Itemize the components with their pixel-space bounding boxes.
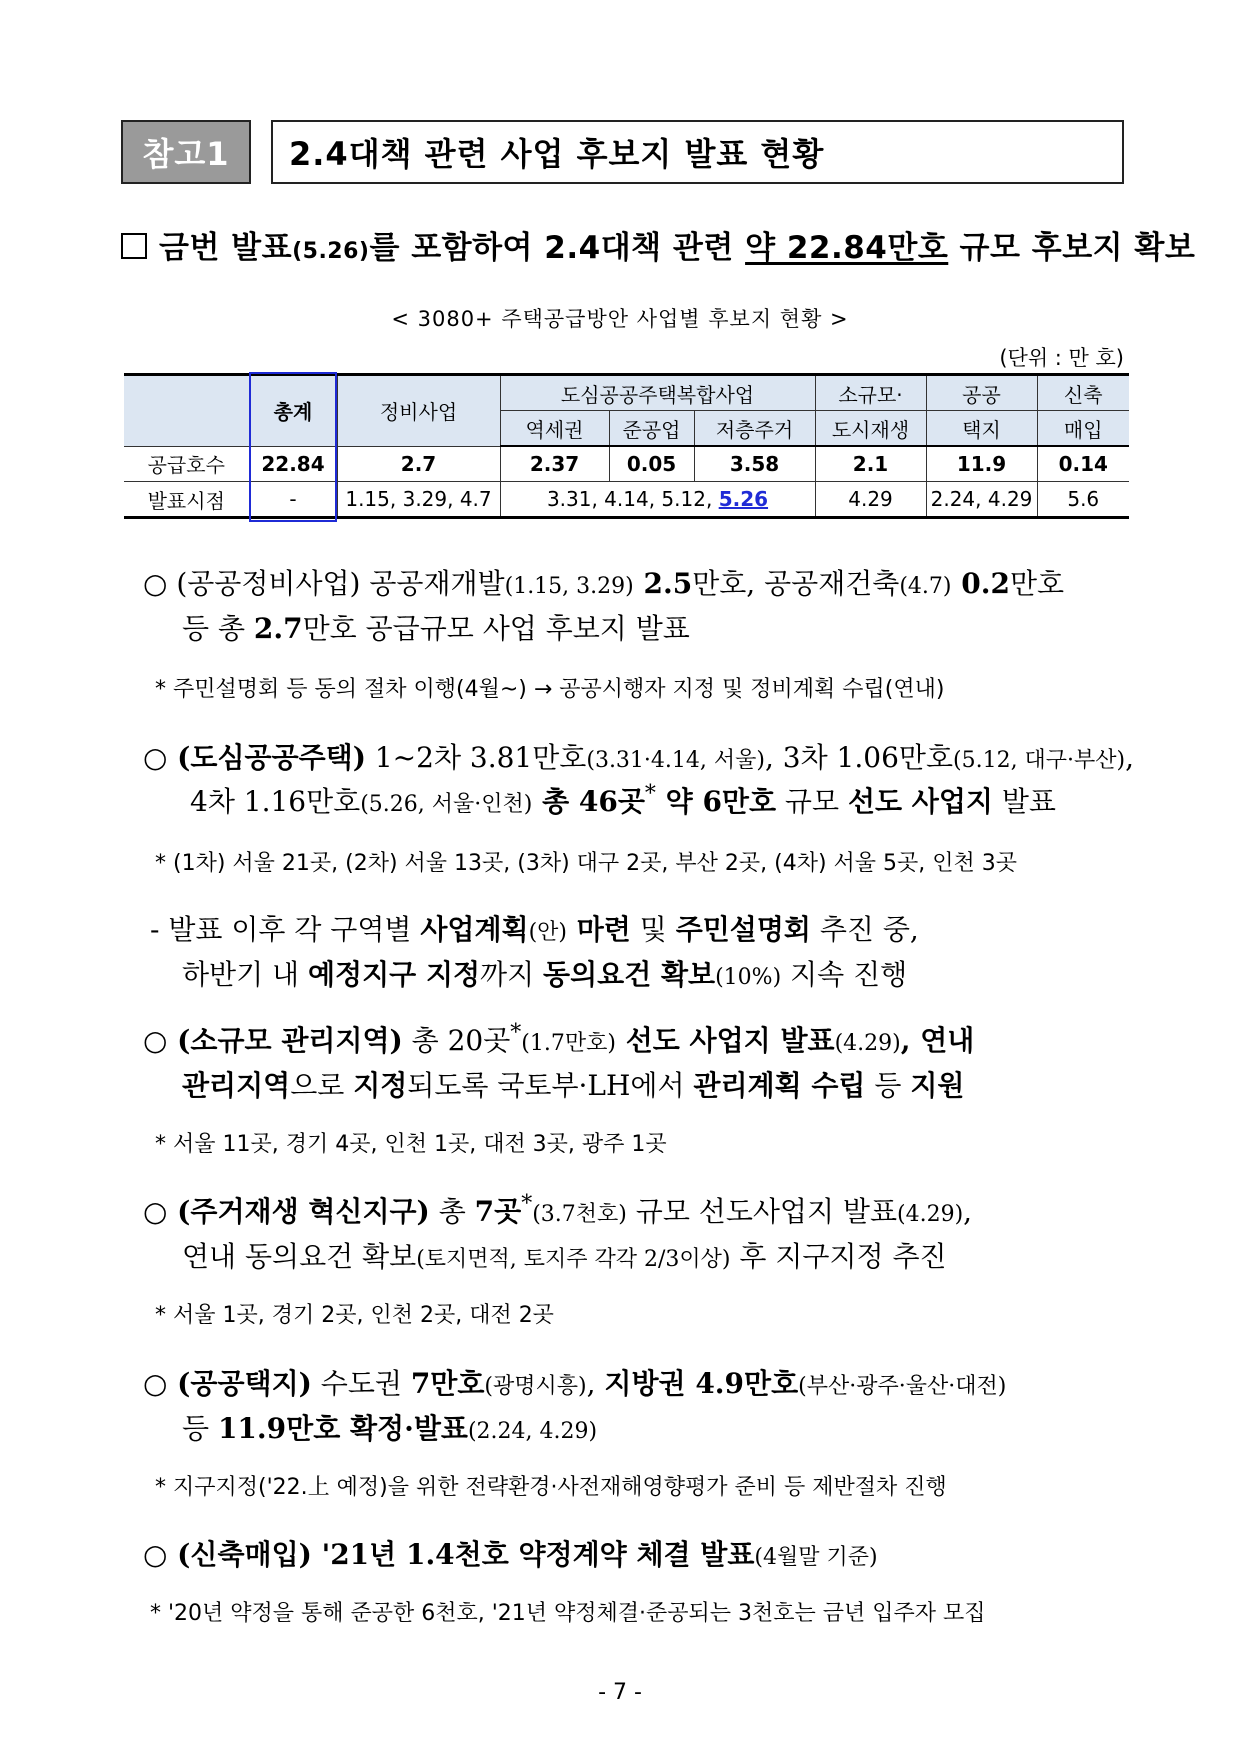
text: 7곳 bbox=[474, 1195, 522, 1228]
table-header-row bbox=[124, 375, 1129, 411]
text: 까지 bbox=[480, 958, 544, 991]
text: 및 bbox=[630, 913, 676, 946]
text: (4월말 기준) bbox=[754, 1545, 878, 1570]
row-label-date: 발표시점 bbox=[124, 482, 249, 518]
text: 4차 1.16만호 bbox=[190, 785, 361, 818]
text: 지속 진행 bbox=[781, 958, 908, 991]
note-small-area: * 서울 11곳, 경기 4곳, 인천 1곳, 대전 3곳, 광주 1곳 bbox=[155, 1132, 667, 1157]
note-new-purchase: * '20년 약정을 통해 준공한 6천호, '21년 약정체결·준공되는 3천호는 금년 입주자 모집 bbox=[150, 1601, 986, 1626]
text: (광명시흥) bbox=[484, 1374, 587, 1399]
date-small: 4.29 bbox=[815, 482, 926, 518]
text: ○ (공공택지) bbox=[143, 1367, 312, 1400]
header-new-line1: 신축 bbox=[1037, 375, 1129, 411]
note-renewal: * 서울 1곳, 경기 2곳, 인천 2곳, 대전 2곳 bbox=[155, 1303, 554, 1328]
text: (10%) bbox=[715, 965, 782, 990]
section-public-redevelopment-line1 bbox=[143, 562, 1064, 602]
supply-station: 2.37 bbox=[500, 446, 609, 482]
text: 0.2 bbox=[951, 567, 1010, 600]
header-station: 역세권 bbox=[500, 411, 609, 447]
section-urban-housing-line2 bbox=[190, 780, 1056, 820]
text: 2.7 bbox=[253, 612, 303, 645]
table-row bbox=[124, 446, 1129, 482]
headline-date: (5.26) bbox=[292, 239, 370, 264]
header-new-line2: 매입 bbox=[1037, 411, 1129, 447]
text: 규모 선도사업지 발표 bbox=[626, 1195, 898, 1228]
text: 7만호 bbox=[410, 1367, 485, 1400]
reference-label: 참고1 bbox=[121, 120, 251, 184]
text: 약정계약 체결 발표 bbox=[508, 1538, 755, 1571]
section-public-land-line2 bbox=[182, 1407, 597, 1447]
supply-redevelopment: 2.7 bbox=[337, 446, 500, 482]
text: 등 총 bbox=[182, 612, 254, 645]
checkbox-icon bbox=[121, 233, 147, 259]
note-public-land: * 지구지정('22.上 예정)을 위한 전략환경·사전재해영향평가 준비 등 제반절차 진행 bbox=[155, 1475, 947, 1500]
note-redevelopment: * 주민설명회 등 동의 절차 이행(4월~) → 공공시행자 지정 및 정비계획 수립(연내) bbox=[155, 677, 945, 702]
text: 예정지구 지정 bbox=[308, 958, 481, 991]
text: 수도권 bbox=[311, 1367, 411, 1400]
section-public-land-line1 bbox=[143, 1362, 1006, 1402]
text: 발표 bbox=[992, 785, 1056, 818]
text: , bbox=[963, 1195, 973, 1228]
text: 지정 bbox=[353, 1069, 408, 1102]
text: (3.7천호) bbox=[532, 1202, 627, 1227]
text: , bbox=[586, 1367, 605, 1400]
text: (부산·광주·울산·대전) bbox=[798, 1374, 1007, 1399]
date-new-purchase: 5.6 bbox=[1037, 482, 1129, 518]
supply-lowrise: 3.58 bbox=[694, 446, 815, 482]
supply-new-purchase: 0.14 bbox=[1037, 446, 1129, 482]
date-public-land: 2.24, 4.29 bbox=[926, 482, 1037, 518]
text: 4.9만호 bbox=[685, 1367, 799, 1400]
date-total: - bbox=[249, 482, 337, 518]
supply-total: 22.84 bbox=[249, 446, 337, 482]
headline bbox=[121, 222, 1196, 267]
page-title: 2.4대책 관련 사업 후보지 발표 현황 bbox=[271, 120, 1124, 184]
text: 되도록 국토부·LH에서 bbox=[407, 1069, 694, 1102]
text: (5.26, 서울·인천) bbox=[360, 792, 533, 817]
header-empty-cell bbox=[124, 375, 249, 447]
text: 하반기 내 bbox=[182, 958, 308, 991]
header-small-line1: 소규모· bbox=[815, 375, 926, 411]
date-urban bbox=[500, 482, 815, 518]
text: , 연내 bbox=[900, 1024, 975, 1057]
text: (1.7만호) bbox=[521, 1031, 616, 1056]
table-unit: (단위 : 만 호) bbox=[999, 346, 1124, 370]
text: (토지면적, 토지주 각각 2/3이상) bbox=[416, 1247, 731, 1272]
text: 등 bbox=[182, 1412, 218, 1445]
text: , bbox=[1125, 741, 1135, 774]
text: ○ (신축매입) bbox=[143, 1538, 312, 1571]
text: 총 46곳 bbox=[532, 785, 645, 818]
text: 으로 bbox=[290, 1069, 354, 1102]
date-urban-latest: 5.26 bbox=[718, 487, 769, 511]
text: 사업계획 bbox=[420, 913, 529, 946]
text: * bbox=[521, 1191, 533, 1217]
text: 주민설명회 bbox=[675, 913, 811, 946]
text: * bbox=[644, 781, 656, 807]
section-urban-housing-line1 bbox=[143, 736, 1134, 776]
header-total: 총계 bbox=[249, 375, 337, 447]
row-label-supply: 공급호수 bbox=[124, 446, 249, 482]
supply-table bbox=[124, 373, 1129, 519]
section-renewal-line2 bbox=[182, 1235, 947, 1275]
note-urban-housing: * (1차) 서울 21곳, (2차) 서울 13곳, (3차) 대구 2곳, 부산 2곳, (4차) 서울 5곳, 인천 3곳 bbox=[155, 851, 1018, 876]
text: , 3차 1.06만호 bbox=[764, 741, 953, 774]
text: 연내 동의요건 확보 bbox=[182, 1240, 417, 1273]
headline-emphasis: 약 22.84만호 bbox=[745, 230, 949, 266]
text: 2.5 bbox=[633, 567, 693, 600]
text: (2.24, 4.29) bbox=[467, 1419, 598, 1444]
text: (4.29) bbox=[897, 1202, 964, 1227]
text: 만호, 공공재건축 bbox=[692, 567, 900, 600]
supply-small: 2.1 bbox=[815, 446, 926, 482]
text: '21년 1.4천호 bbox=[311, 1538, 509, 1571]
text: 1~2차 3.81만호 bbox=[365, 741, 587, 774]
header-industrial: 준공업 bbox=[609, 411, 694, 447]
text: ○ (공공정비사업) 공공재개발 bbox=[143, 567, 505, 600]
text: ○ (소규모 관리지역) bbox=[143, 1024, 403, 1057]
text: 규모 bbox=[776, 785, 848, 818]
section-renewal-line1 bbox=[143, 1190, 972, 1230]
section-new-purchase-line1 bbox=[143, 1533, 878, 1573]
text: 선도 사업지 발표 bbox=[615, 1024, 835, 1057]
headline-prefix: 금번 발표 bbox=[159, 230, 293, 266]
text: 지방권 bbox=[604, 1367, 686, 1400]
header-urban-group: 도심공공주택복합사업 bbox=[500, 375, 815, 411]
section-small-area-line2 bbox=[182, 1064, 964, 1104]
text: 등 bbox=[865, 1069, 911, 1102]
header-small-line2: 도시재생 bbox=[815, 411, 926, 447]
text: 만호 공급규모 사업 후보지 발표 bbox=[302, 612, 690, 645]
table-row bbox=[124, 482, 1129, 518]
text: 총 bbox=[429, 1195, 475, 1228]
date-urban-list: 3.31, 4.14, 5.12, bbox=[546, 487, 719, 511]
section-followup-line2 bbox=[182, 953, 907, 993]
table-caption: < 3080+ 주택공급방안 사업별 후보지 현황 > bbox=[391, 307, 849, 331]
header-public-line1: 공공 bbox=[926, 375, 1037, 411]
section-public-redevelopment-line2 bbox=[182, 607, 690, 647]
section-small-area-line1 bbox=[143, 1019, 974, 1059]
text: 약 6만호 bbox=[655, 785, 777, 818]
supply-public-land: 11.9 bbox=[926, 446, 1037, 482]
section-followup-line1 bbox=[150, 908, 919, 948]
text: 후 지구지정 추진 bbox=[730, 1240, 947, 1273]
date-redevelopment: 1.15, 3.29, 4.7 bbox=[337, 482, 500, 518]
text: 확정·발표 bbox=[340, 1412, 468, 1445]
text: (1.15, 3.29) bbox=[504, 574, 634, 599]
header-lowrise: 저층주거 bbox=[694, 411, 815, 447]
header-public-line2: 택지 bbox=[926, 411, 1037, 447]
text: (5.12, 대구·부산) bbox=[953, 748, 1126, 773]
text: 총 20곳 bbox=[402, 1024, 511, 1057]
text: (4.7) bbox=[899, 574, 952, 599]
text: ○ (도심공공주택) bbox=[143, 741, 366, 774]
text: - 발표 이후 각 구역별 bbox=[150, 913, 421, 946]
text: (3.31·4.14, 서울) bbox=[586, 748, 765, 773]
text: (4.29) bbox=[834, 1031, 901, 1056]
page-number: - 7 - bbox=[598, 1680, 642, 1705]
text: 지원 bbox=[910, 1069, 965, 1102]
text: 관리지역 bbox=[182, 1069, 291, 1102]
headline-middle: 를 포함하여 2.4대책 관련 bbox=[369, 230, 746, 266]
text: 관리계획 수립 bbox=[693, 1069, 866, 1102]
header-redevelopment: 정비사업 bbox=[337, 375, 500, 447]
text: 11.9만호 bbox=[217, 1412, 341, 1445]
text: ○ (주거재생 혁신지구) bbox=[143, 1195, 430, 1228]
text: 만호 bbox=[1009, 567, 1065, 600]
headline-suffix: 규모 후보지 확보 bbox=[948, 230, 1196, 266]
text: 마련 bbox=[566, 913, 631, 946]
supply-industrial: 0.05 bbox=[609, 446, 694, 482]
text: 선도 사업지 bbox=[847, 785, 993, 818]
text: * bbox=[510, 1020, 522, 1046]
text: 동의요건 확보 bbox=[543, 958, 716, 991]
text: (안) bbox=[528, 920, 567, 945]
text: 추진 중, bbox=[810, 913, 919, 946]
